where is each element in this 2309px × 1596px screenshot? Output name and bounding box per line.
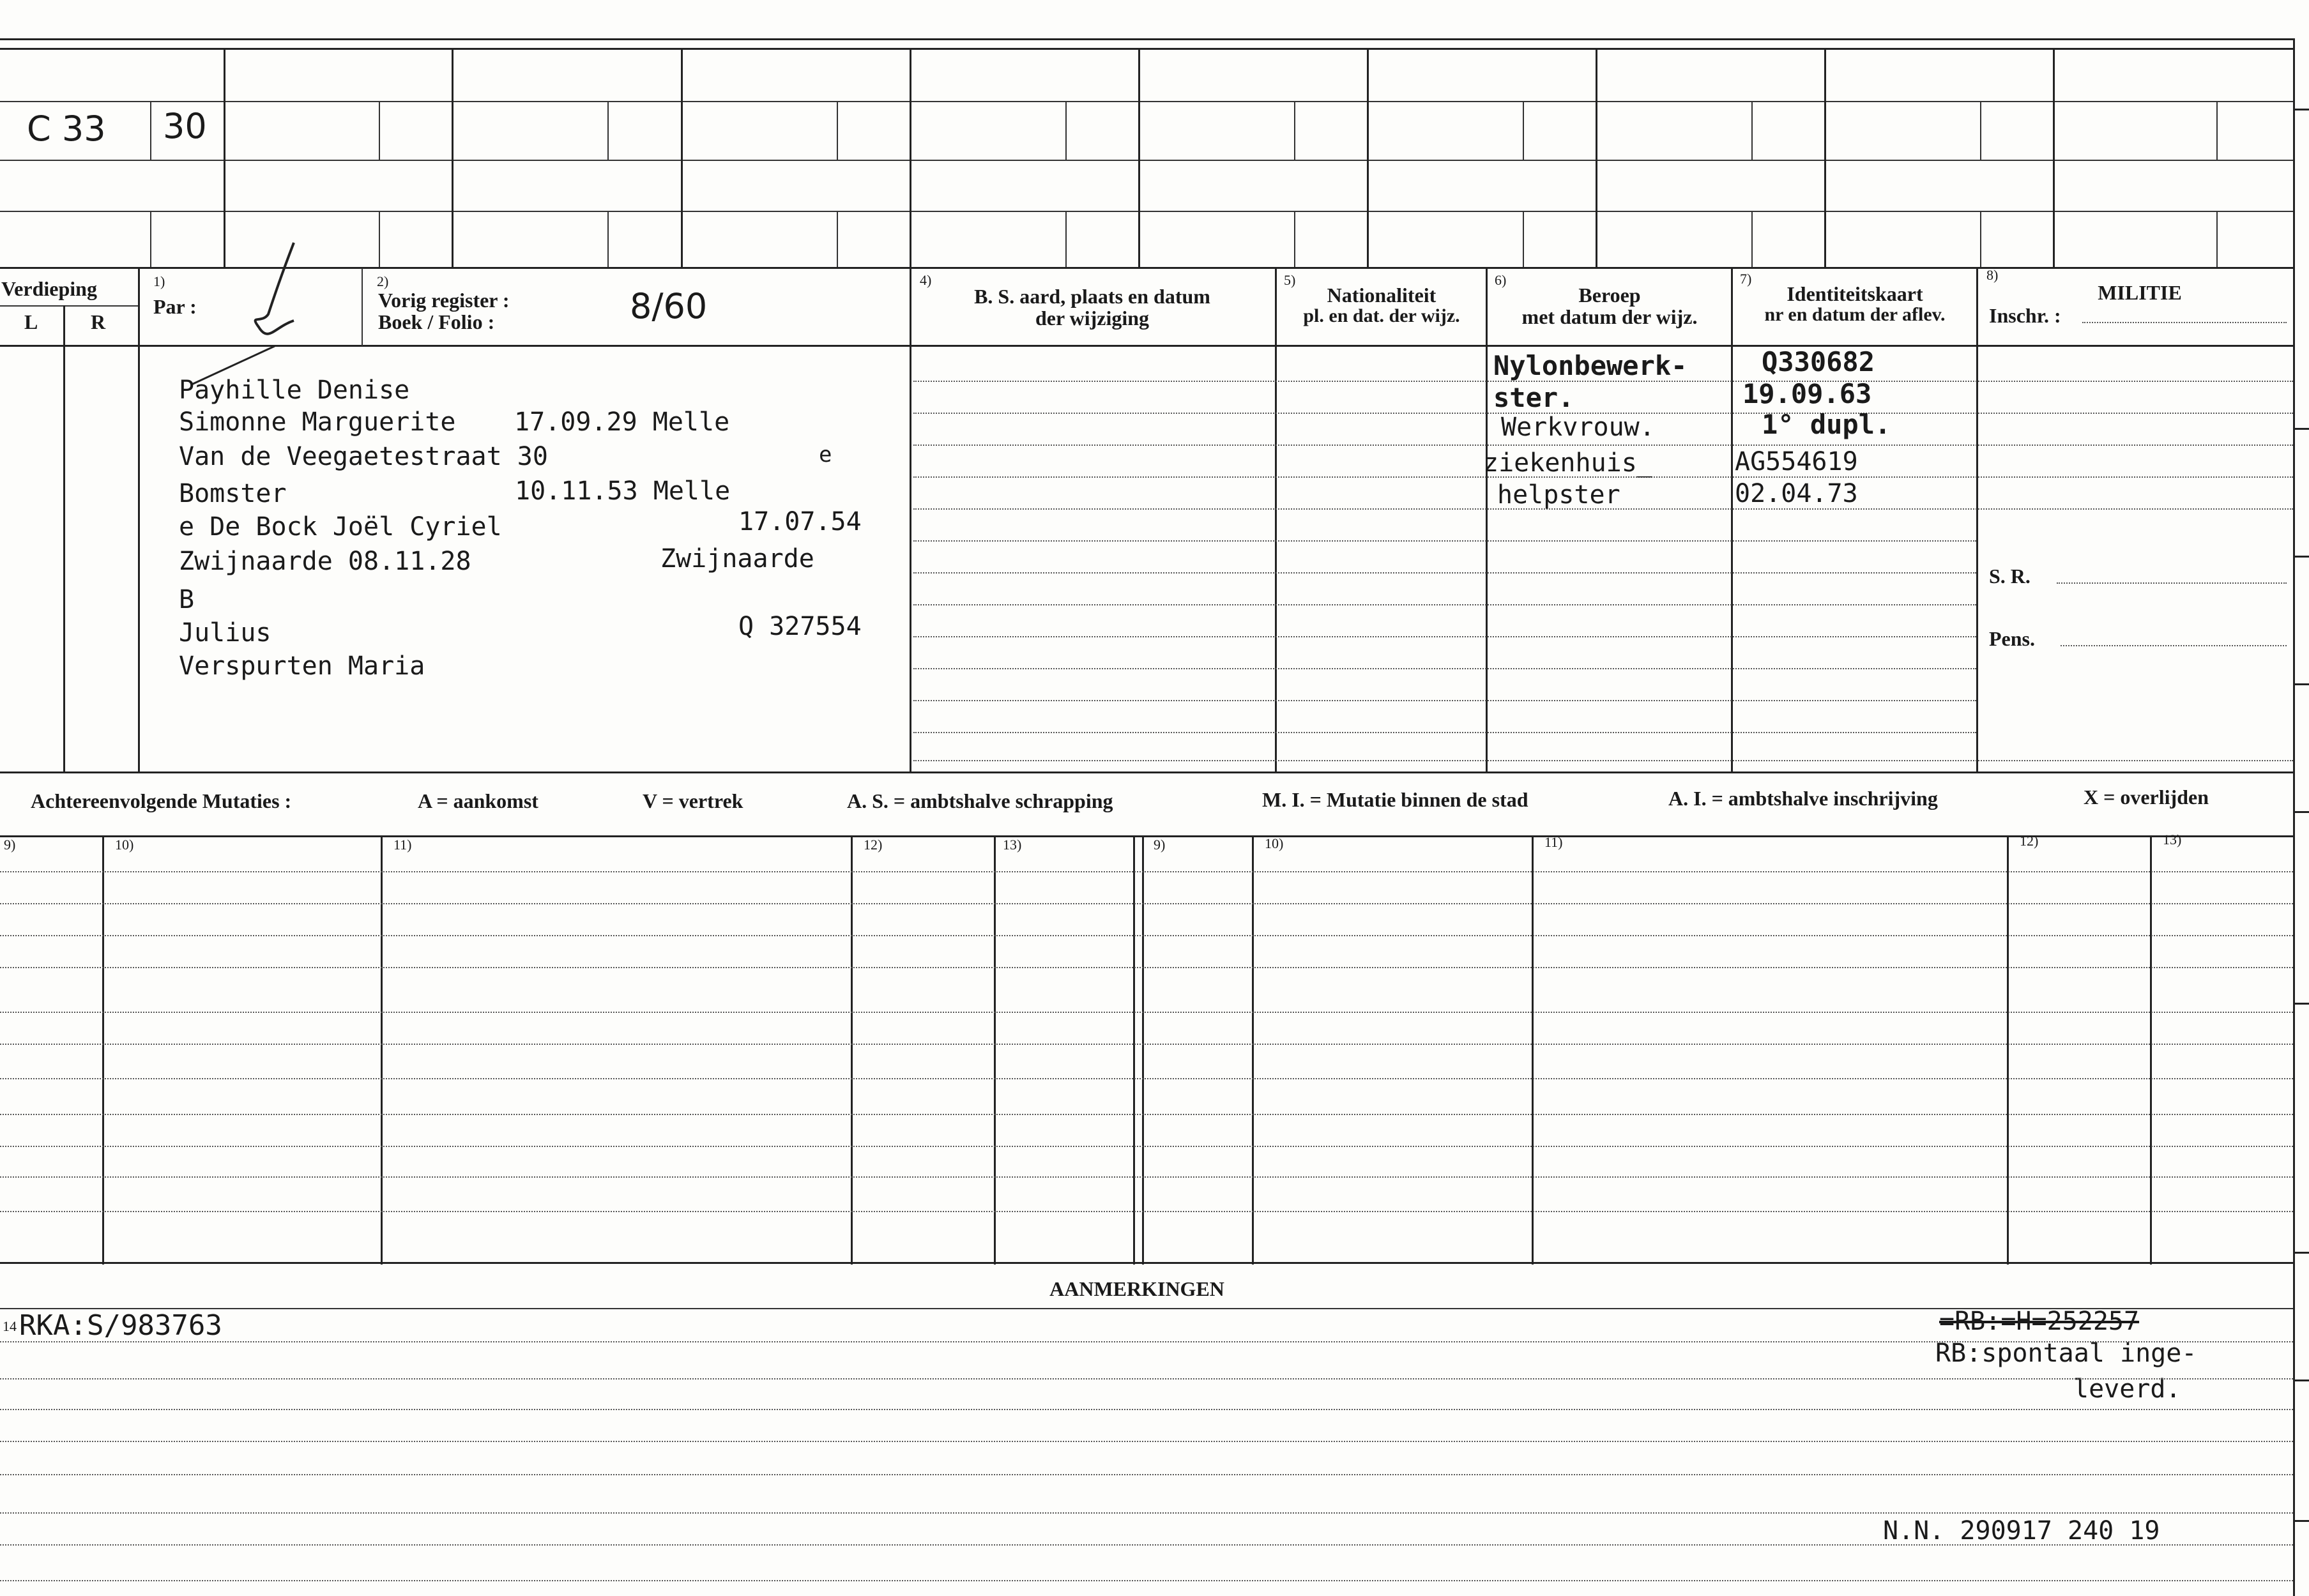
col-header: 11) xyxy=(393,837,412,853)
person-line: Verspurten Maria xyxy=(179,651,425,681)
grid-vline xyxy=(1751,101,1753,160)
id-header-2: nr en datum der aflev. xyxy=(1764,304,1946,325)
grid-vline xyxy=(1294,101,1295,160)
legend-x: X = overlijden xyxy=(2084,786,2209,809)
vorig-register-value: 8/60 xyxy=(630,286,708,326)
beroep-line: ster. xyxy=(1493,382,1574,413)
ruled-line xyxy=(913,604,1976,605)
col-header: 12) xyxy=(864,837,883,853)
table-row-line xyxy=(0,1176,2293,1178)
ruled-line xyxy=(913,636,1976,637)
card-code: C 33 xyxy=(27,109,106,149)
id-line: Q330682 xyxy=(1762,346,1875,377)
col-divider xyxy=(63,305,65,773)
grid-vline xyxy=(1367,48,1369,268)
card-top-border xyxy=(0,38,2295,40)
rb-note-line2: leverd. xyxy=(2073,1374,2181,1404)
grid-line xyxy=(0,211,2293,212)
nat-header-1: Nationaliteit xyxy=(1327,284,1436,307)
col4-number: 4) xyxy=(920,272,932,288)
verdieping-divider xyxy=(0,305,138,307)
rka-number: RKA:S/983763 xyxy=(19,1309,222,1342)
edge-tick xyxy=(2295,1379,2309,1381)
person-line: Payhille Denise xyxy=(179,376,410,405)
table-vline xyxy=(994,837,996,1265)
col5-number: 5) xyxy=(1284,272,1296,288)
person-q-number: Q 327554 xyxy=(738,612,862,641)
person-birth: 17.09.29 Melle xyxy=(514,407,730,437)
person-mark: e xyxy=(819,442,832,467)
remark-line xyxy=(0,1474,2293,1475)
grid-vline xyxy=(1294,211,1295,267)
person-line: Bomster xyxy=(179,479,287,508)
person-line: Julius xyxy=(179,618,271,648)
pens-label: Pens. xyxy=(1989,627,2035,650)
grid-vline xyxy=(379,211,380,267)
person-line: e De Bock Joël Cyriel xyxy=(179,512,502,542)
verdieping-label: Verdieping xyxy=(1,277,97,300)
legend-mi: M. I. = Mutatie binnen de stad xyxy=(1262,788,1528,811)
nn-number: N.N. 290917 240 19 xyxy=(1883,1516,2160,1546)
legend-v: V = vertrek xyxy=(643,789,743,812)
table-vline xyxy=(2007,837,2009,1265)
person-line: B xyxy=(179,585,195,614)
beroep-line: helpster xyxy=(1497,480,1620,510)
edge-tick xyxy=(2295,811,2309,813)
col6-number: 6) xyxy=(1495,272,1507,288)
header-bottom-line xyxy=(0,345,2293,347)
ruled-line xyxy=(913,445,2293,446)
id-line: 19.09.63 xyxy=(1742,378,1872,409)
grid-vline xyxy=(1596,48,1597,268)
card-number: 30 xyxy=(163,106,207,146)
person-place3: Zwijnaarde xyxy=(660,544,814,574)
col1-number: 1) xyxy=(153,273,165,289)
grid-vline xyxy=(150,101,151,160)
grid-vline xyxy=(224,48,225,268)
edge-tick xyxy=(2295,683,2309,685)
table-row-line xyxy=(0,1211,2293,1212)
table-row-line xyxy=(0,1114,2293,1115)
aanmerkingen-title: AANMERKINGEN xyxy=(1049,1277,1224,1300)
boek-folio-label: Boek / Folio : xyxy=(378,310,495,333)
grid-vline xyxy=(1824,48,1826,268)
table-row-line xyxy=(0,1044,2293,1045)
col-divider xyxy=(362,268,363,346)
col7-number: 7) xyxy=(1740,271,1752,287)
col-divider xyxy=(138,268,140,773)
table-vline xyxy=(2150,837,2152,1265)
nat-header-2: pl. en dat. der wijz. xyxy=(1303,305,1460,326)
table-vline xyxy=(1133,837,1135,1265)
grid-vline xyxy=(681,48,683,268)
grid-vline xyxy=(2216,101,2218,160)
grid-line xyxy=(0,48,2293,50)
beroep-line: Werkvrouw. xyxy=(1501,413,1655,442)
table-vline xyxy=(102,837,104,1265)
beroep-line: Nylonbewerk- xyxy=(1493,350,1688,381)
rb-note-line1: RB:spontaal inge- xyxy=(1935,1339,2197,1368)
grid-vline xyxy=(1523,101,1524,160)
verdieping-l: L xyxy=(24,310,38,333)
ruled-line xyxy=(913,540,1976,542)
grid-vline xyxy=(1138,48,1140,268)
vorig-register-label: Vorig register : xyxy=(378,289,510,312)
legend-as: A. S. = ambtshalve schrapping xyxy=(847,789,1113,812)
table-vline xyxy=(1252,837,1254,1265)
col-header: 9) xyxy=(4,837,16,853)
person-line: Van de Veegaetestraat 30 xyxy=(179,442,548,471)
table-vline xyxy=(1532,837,1534,1265)
table-top-line xyxy=(0,835,2293,837)
beroep-header-2: met datum der wijz. xyxy=(1521,305,1698,328)
col2-number: 2) xyxy=(377,273,389,289)
table-vline xyxy=(851,837,853,1265)
inschr-label: Inschr. : xyxy=(1989,304,2061,327)
grid-vline xyxy=(379,101,380,160)
person-date2: 10.11.53 Melle xyxy=(515,476,731,506)
id-line: 02.04.73 xyxy=(1735,479,1858,508)
remark-number: 14 xyxy=(3,1318,17,1334)
grid-vline xyxy=(1980,101,1981,160)
table-row-line xyxy=(0,1078,2293,1079)
edge-tick xyxy=(2295,428,2309,430)
table-row-line xyxy=(0,1146,2293,1147)
col8-number: 8) xyxy=(1986,267,1999,283)
edge-tick xyxy=(2295,1520,2309,1522)
edge-tick xyxy=(2295,1252,2309,1254)
grid-vline xyxy=(837,101,838,160)
remark-line xyxy=(0,1409,2293,1410)
person-line: Zwijnaarde 08.11.28 xyxy=(179,547,471,576)
legend-a: A = aankomst xyxy=(418,789,538,812)
table-vline xyxy=(381,837,383,1265)
ruled-line xyxy=(913,732,1976,733)
edge-tick xyxy=(2295,556,2309,558)
bs-header-1: B. S. aard, plaats en datum xyxy=(974,285,1210,308)
beroep-header-1: Beroep xyxy=(1578,284,1641,307)
col-header: 11) xyxy=(1544,834,1563,850)
legend-ai: A. I. = ambtshalve inschrijving xyxy=(1668,787,1938,810)
table-vline xyxy=(1142,837,1144,1265)
bs-header-2: der wijziging xyxy=(1035,307,1150,330)
remark-line xyxy=(0,1378,2293,1379)
table-row-line xyxy=(0,871,2293,872)
person-line: Simonne Marguerite xyxy=(179,407,456,437)
rb-struck-number: =RB:=H=252257 xyxy=(1939,1307,2140,1336)
col-divider xyxy=(1275,268,1277,773)
grid-vline xyxy=(607,101,609,160)
grid-vline xyxy=(452,48,453,268)
col-header: 13) xyxy=(1003,837,1022,853)
col-divider xyxy=(1731,268,1733,773)
beroep-line: ziekenhuis_ xyxy=(1483,448,1652,478)
col-divider xyxy=(910,268,911,773)
col-divider xyxy=(1486,268,1488,773)
section-line xyxy=(0,1262,2293,1264)
table-row-line xyxy=(0,903,2293,904)
id-line: 1° dupl. xyxy=(1762,409,1891,440)
col-divider xyxy=(1976,268,1978,773)
grid-vline xyxy=(150,211,151,267)
grid-vline xyxy=(1065,101,1067,160)
col-header: 12) xyxy=(2020,833,2039,849)
grid-vline xyxy=(2216,211,2218,267)
grid-vline xyxy=(1751,211,1753,267)
table-row-line xyxy=(0,967,2293,968)
par-label: Par : xyxy=(153,295,197,318)
mutaties-title: Achtereenvolgende Mutaties : xyxy=(31,789,292,812)
edge-tick xyxy=(2295,1003,2309,1005)
dotted-line xyxy=(2082,322,2287,323)
dotted-line xyxy=(2061,645,2287,646)
remark-line xyxy=(0,1512,2293,1514)
ruled-line xyxy=(913,668,1976,669)
grid-vline xyxy=(1523,211,1524,267)
table-row-line xyxy=(0,1012,2293,1013)
col-header: 9) xyxy=(1154,837,1166,853)
sr-label: S. R. xyxy=(1989,565,2031,588)
ruled-line xyxy=(913,760,2293,761)
section-line xyxy=(0,771,2293,773)
par-signature xyxy=(179,238,307,397)
table-row-line xyxy=(0,935,2293,936)
grid-vline xyxy=(837,211,838,267)
ruled-line xyxy=(913,572,1976,574)
remark-line xyxy=(0,1580,2293,1581)
grid-line xyxy=(0,267,2293,269)
card-right-border xyxy=(2293,38,2295,1596)
id-header-1: Identiteitskaart xyxy=(1787,282,1923,305)
person-date3: 17.07.54 xyxy=(738,507,862,536)
edge-tick xyxy=(2295,109,2309,110)
dotted-line xyxy=(2057,582,2287,584)
remark-line xyxy=(0,1341,2293,1342)
remark-line xyxy=(0,1441,2293,1442)
grid-vline xyxy=(1980,211,1981,267)
grid-vline xyxy=(1065,211,1067,267)
col-header: 10) xyxy=(115,837,134,853)
grid-line xyxy=(0,101,2293,102)
ruled-line xyxy=(913,700,1976,701)
grid-line xyxy=(0,160,2293,161)
militie-header: MILITIE xyxy=(2098,281,2182,304)
col-header: 13) xyxy=(2163,832,2182,847)
grid-vline xyxy=(910,48,911,268)
id-line: AG554619 xyxy=(1735,447,1858,476)
grid-vline xyxy=(607,211,609,267)
grid-vline xyxy=(2053,48,2055,268)
col-header: 10) xyxy=(1265,835,1284,851)
verdieping-r: R xyxy=(91,310,106,333)
